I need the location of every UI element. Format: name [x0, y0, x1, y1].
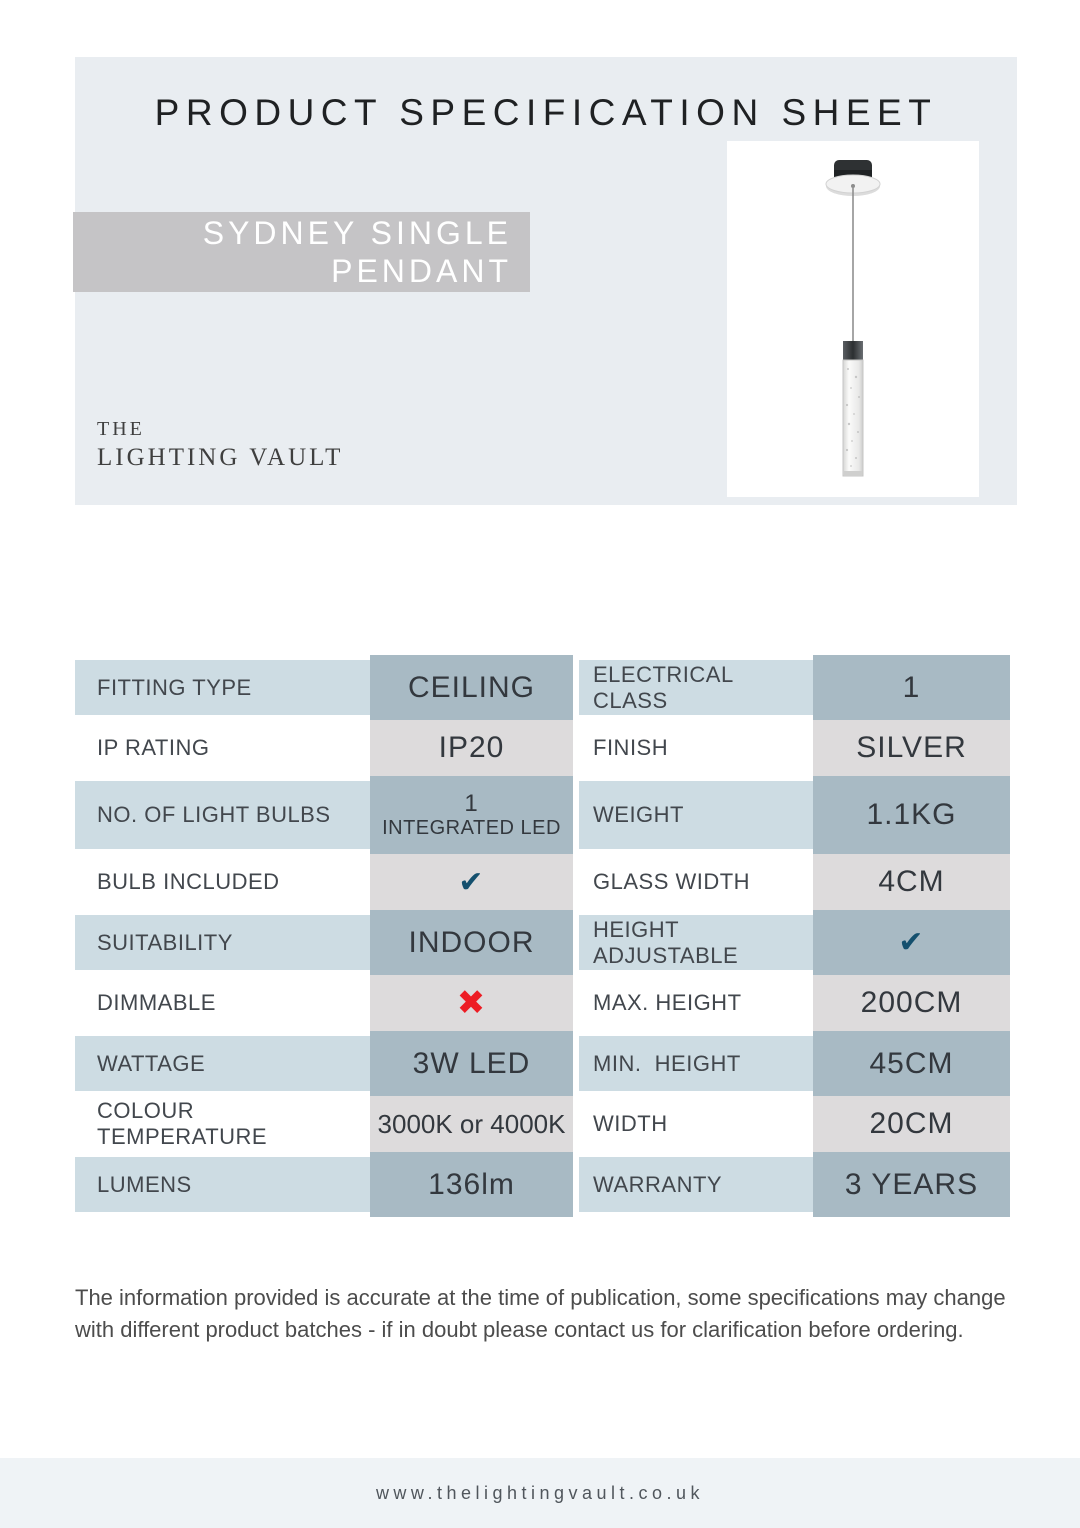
spec-value: INDOOR [370, 910, 573, 975]
disclaimer-line2: with different product batches - if in doubt please contact us for clarification before ordering. [75, 1317, 964, 1342]
spec-label: ELECTRICAL CLASS [579, 655, 813, 720]
spec-row-ip-rating [75, 720, 573, 776]
spec-label: WATTAGE [75, 1031, 370, 1096]
spec-row-min-height [579, 1031, 1010, 1096]
spec-row-electrical-class [579, 655, 1010, 720]
spec-label: FITTING TYPE [75, 655, 370, 720]
check-icon: ✔ [370, 854, 573, 910]
spec-table-left [75, 655, 573, 1217]
spec-value: IP20 [370, 720, 573, 776]
spec-label: WEIGHT [579, 776, 813, 854]
spec-value: 3 YEARS [813, 1152, 1010, 1217]
spec-table-right [579, 655, 1010, 1217]
spec-value: 4CM [813, 854, 1010, 910]
spec-value: 3000K or 4000K [370, 1096, 573, 1152]
check-icon: ✔ [813, 910, 1010, 975]
spec-row-max-height [579, 975, 1010, 1031]
spec-row-bulb-included [75, 854, 573, 910]
cross-icon: ✖ [370, 975, 573, 1031]
pendant-lamp-graphic [727, 141, 979, 497]
spec-label: FINISH [593, 735, 669, 760]
product-name-line2: PENDANT [331, 253, 512, 289]
spec-row-glass-width [579, 854, 1010, 910]
spec-row-dimmable [75, 975, 573, 1031]
spec-row-suitability [75, 910, 573, 975]
spec-value: 1 [813, 655, 1010, 720]
product-name-banner [73, 212, 530, 292]
spec-row-lumens [75, 1152, 573, 1217]
spec-label: COLOUR TEMPERATURE [97, 1098, 268, 1149]
website-url: www.thelightingvault.co.uk [375, 1482, 705, 1503]
spec-label: WARRANTY [579, 1152, 813, 1217]
spec-row-finish [579, 720, 1010, 776]
spec-row-width [579, 1096, 1010, 1152]
spec-value: 1 INTEGRATED LED [370, 776, 573, 854]
spec-label: LUMENS [75, 1152, 370, 1217]
footer-bar [0, 1458, 1080, 1528]
brand-logo-line1: THE [97, 418, 145, 440]
spec-label: SUITABILITY [75, 910, 370, 975]
spec-value: SILVER [813, 720, 1010, 776]
spec-row-weight [579, 776, 1010, 854]
spec-label: MIN. HEIGHT [579, 1031, 813, 1096]
product-image [727, 141, 979, 497]
spec-label: MAX. HEIGHT [593, 990, 742, 1015]
brand-logo-line2: LIGHTING VAULT [97, 444, 344, 471]
spec-row-height-adjustable [579, 910, 1010, 975]
spec-label: IP RATING [97, 735, 210, 760]
spec-value: 136lm [370, 1152, 573, 1217]
spec-row-fitting-type [75, 655, 573, 720]
spec-label: WIDTH [593, 1111, 668, 1136]
product-name-line1: SYDNEY SINGLE [202, 215, 512, 251]
spec-row-wattage [75, 1031, 573, 1096]
spec-row-no-of-light-bulbs [75, 776, 573, 854]
page-title: PRODUCT SPECIFICATION SHEET [154, 92, 938, 133]
spec-value: 3W LED [370, 1031, 573, 1096]
brand-logo [97, 416, 343, 474]
spec-label: GLASS WIDTH [593, 869, 751, 894]
spec-value: 20CM [813, 1096, 1010, 1152]
spec-row-colour-temperature [75, 1096, 573, 1152]
spec-value: 200CM [813, 975, 1010, 1031]
spec-label: HEIGHT ADJUSTABLE [579, 910, 813, 975]
disclaimer-text [75, 1282, 1020, 1346]
glass-tube [843, 341, 863, 476]
spec-label: BULB INCLUDED [97, 869, 280, 894]
spec-row-warranty [579, 1152, 1010, 1217]
spec-value: CEILING [370, 655, 573, 720]
spec-value: 45CM [813, 1031, 1010, 1096]
spec-label: NO. OF LIGHT BULBS [75, 776, 370, 854]
spec-label: DIMMABLE [97, 990, 216, 1015]
spec-value: 1.1KG [813, 776, 1010, 854]
disclaimer-line1: The information provided is accurate at the time of publication, some specifications may change [75, 1285, 1006, 1310]
